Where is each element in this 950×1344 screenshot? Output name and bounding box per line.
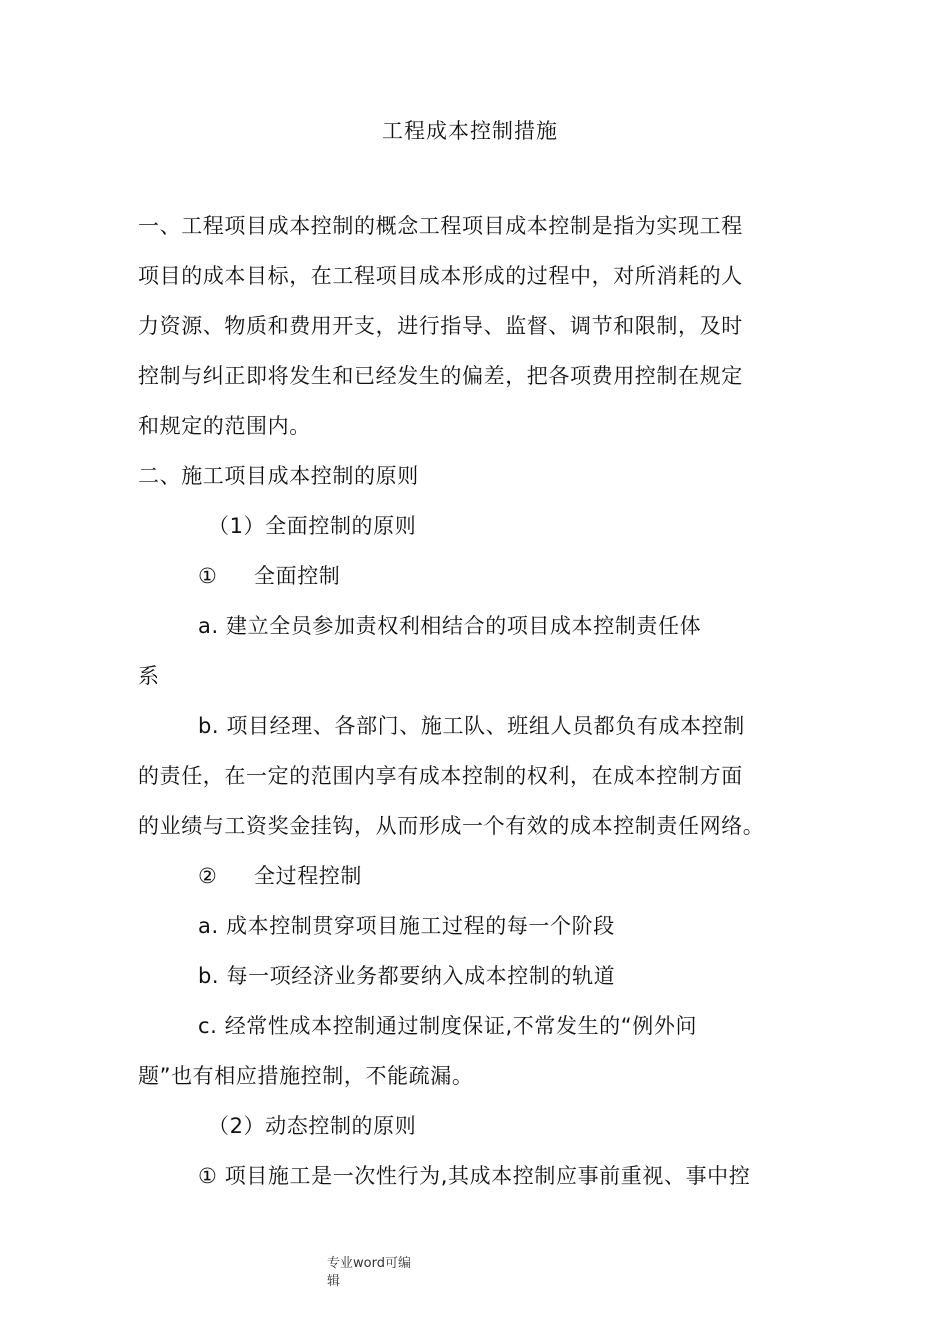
paragraph-line: ① 项目施工是一次性行为,其成本控制应事前重视、事中控 [198, 1164, 751, 1188]
page-footer [327, 1255, 437, 1291]
subsection-heading: （1）全面控制的原则 [208, 514, 417, 538]
paragraph-line: 的责任，在一定的范围内享有成本控制的权利，在成本控制方面 [138, 764, 743, 788]
list-item-label: 全过程控制 [254, 864, 362, 888]
paragraph-line: 题”也有相应措施控制，不能疏漏。 [138, 1064, 474, 1088]
paragraph-line: a. 成本控制贯穿项目施工过程的每一个阶段 [198, 914, 615, 938]
paragraph-line: 一、工程项目成本控制的概念工程项目成本控制是指为实现工程 [138, 214, 743, 238]
paragraph-line: 控制与纠正即将发生和已经发生的偏差，把各项费用控制在规定 [138, 364, 743, 388]
paragraph-line: 力资源、物质和费用开支，进行指导、监督、调节和限制，及时 [138, 314, 743, 338]
paragraph-line: 的业绩与工资奖金挂钩，从而形成一个有效的成本控制责任网络。 [138, 814, 765, 838]
paragraph-line: b. 每一项经济业务都要纳入成本控制的轨道 [198, 964, 616, 988]
list-item-label: 全面控制 [254, 564, 341, 588]
list-item-heading [198, 862, 362, 890]
paragraph-line: 项目的成本目标，在工程项目成本形成的过程中，对所消耗的人 [138, 264, 743, 288]
document-title: 工程成本控制措施 [382, 119, 558, 143]
list-item-heading [198, 562, 340, 590]
subsection-heading: （2）动态控制的原则 [208, 1114, 417, 1138]
section-heading: 二、施工项目成本控制的原则 [138, 464, 419, 488]
paragraph-line: 系 [138, 664, 160, 688]
paragraph-line: c. 经常性成本控制通过制度保证,不常发生的“例外问 [198, 1014, 698, 1038]
paragraph-line: 和规定的范围内。 [138, 414, 311, 438]
paragraph-line: a. 建立全员参加责权利相结合的项目成本控制责任体 [198, 614, 702, 638]
circled-number-marker: ② [198, 864, 218, 888]
footer-line: 辑 [327, 1274, 341, 1289]
footer-line: 专业word可编 [327, 1256, 411, 1271]
paragraph-line: b. 项目经理、各部门、施工队、班组人员都负有成本控制 [198, 714, 745, 738]
circled-number-marker: ① [198, 564, 218, 588]
